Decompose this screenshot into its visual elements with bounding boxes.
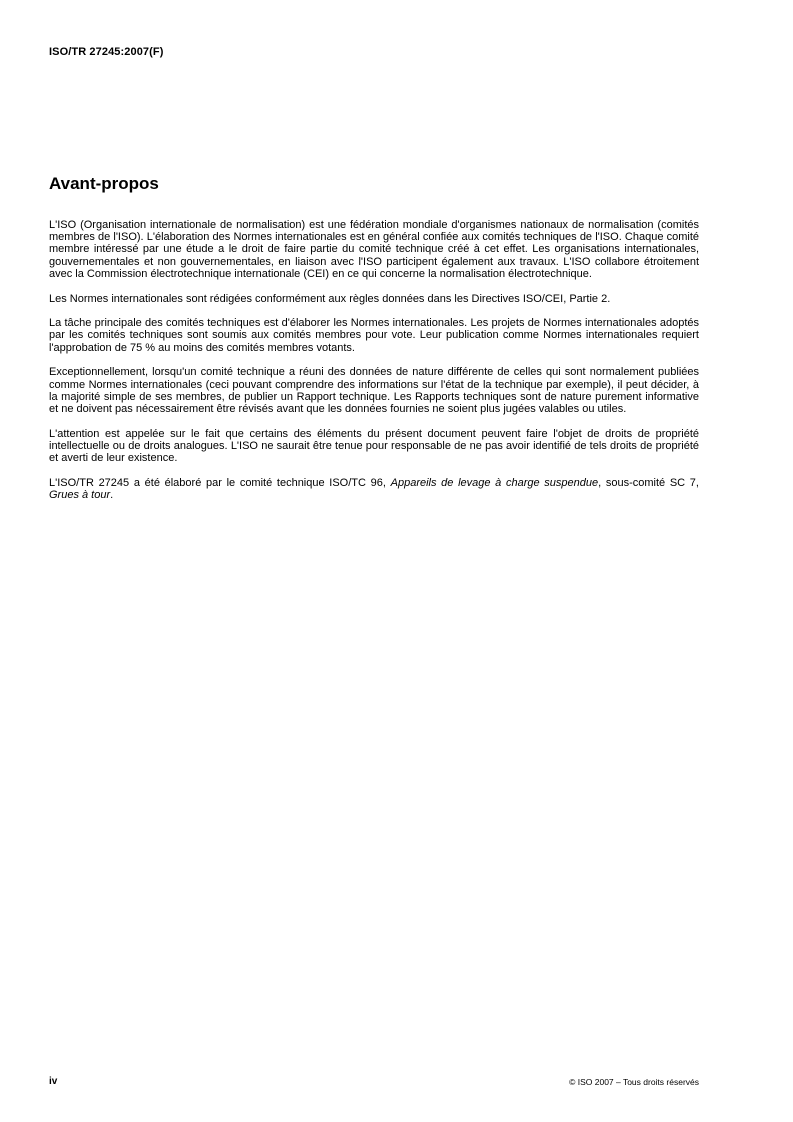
paragraph-directives: Les Normes internationales sont rédigées conformément aux règles données dans les Directives ISO/CEI, Partie 2. [49, 292, 611, 305]
paragraph-technical-committees: La tâche principale des comités techniques est d'élaborer les Normes internationales. Les projets de Normes internationales adoptés par les comités techniques sont soumis aux comités membres pour vote. Leur publication comme Normes internationales requiert l'approbation de 75 % au moins des comités membres votants. [49, 317, 699, 354]
prepared-by-text-3: . [110, 488, 114, 501]
paragraph-prepared-by [49, 477, 699, 501]
page-title: Avant-propos [49, 174, 159, 193]
subcommittee-title: Grues à tour [49, 488, 111, 501]
page-number: iv [49, 1076, 58, 1087]
committee-title: Appareils de levage à charge suspendue [390, 476, 599, 489]
prepared-by-text: L'ISO/TR 27245 a été élaboré par le comité technique ISO/TC 96, [49, 476, 391, 489]
copyright-notice: © ISO 2007 – Tous droits réservés [569, 1077, 699, 1087]
prepared-by-text-2: , sous-comité SC 7, [598, 476, 699, 489]
paragraph-technical-reports: Exceptionnellement, lorsqu'un comité technique a réuni des données de nature différente de celles qui sont normalement publiées comme Normes internationales (ceci pouvant comprendre des informations sur l'état de la technique par exemple), il peut décider, à la majorité simple de ses membres, de publier un Rapport technique. Les Rapports techniques sont de nature purement informative et ne doivent pas nécessairement être révisés avant que les données fournies ne soient plus jugées valables ou utiles. [49, 366, 699, 415]
foreword-body [49, 219, 699, 514]
paragraph-iso-organisation: L'ISO (Organisation internationale de normalisation) est une fédération mondiale d'organismes nationaux de normalisation (comités membres de l'ISO). L'élaboration des Normes internationales est en général confiée aux comités techniques de l'ISO. Chaque comité membre intéressé par une étude a le droit de faire partie du comité technique créé à cet effet. Les organisations internationales, gouvernementales et non gouvernementales, en liaison avec l'ISO participent également aux travaux. L'ISO collabore étroitement avec la Commission électrotechnique internationale (CEI) en ce qui concerne la normalisation électrotechnique. [49, 219, 699, 280]
document-identifier: ISO/TR 27245:2007(F) [49, 46, 164, 58]
paragraph-patent-rights: L'attention est appelée sur le fait que certains des éléments du présent document peuvent faire l'objet de droits de propriété intellectuelle ou de droits analogues. L'ISO ne saurait être tenue pour responsable de ne pas avoir identifié de tels droits de propriété et averti de leur existence. [49, 427, 699, 465]
